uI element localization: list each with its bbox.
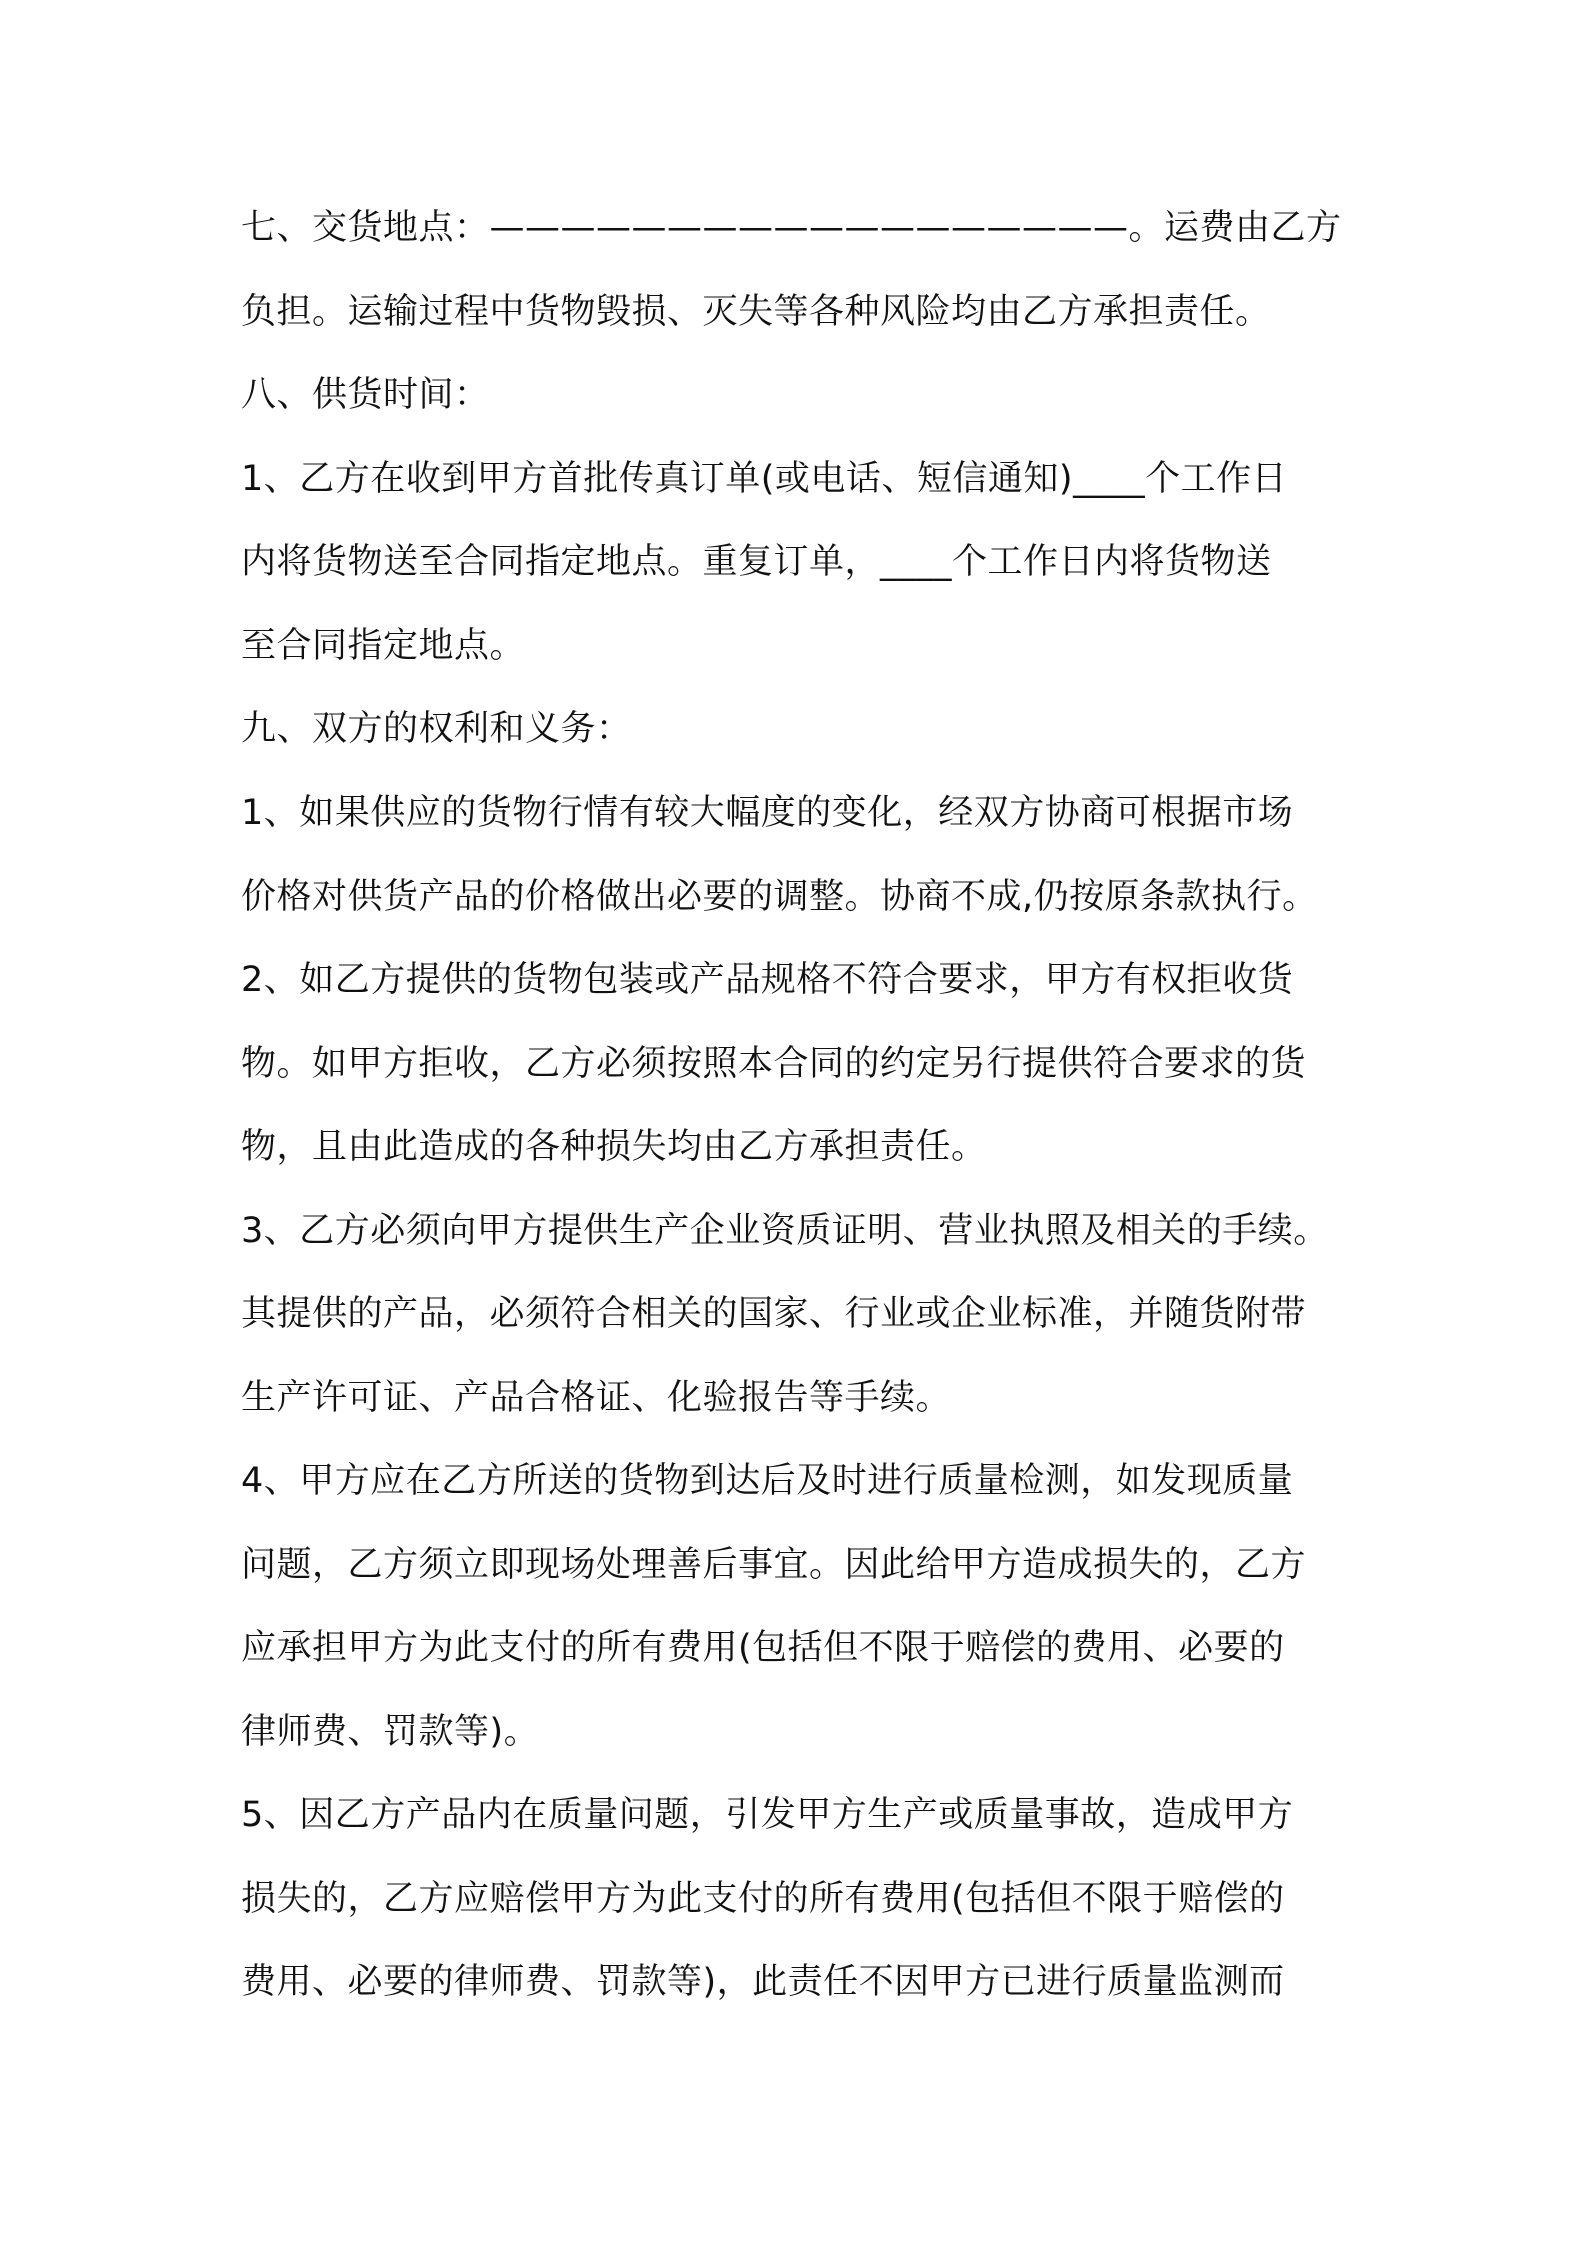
clause-9-5-line-1: 5、因乙方产品内在质量问题，引发甲方生产或质量事故，造成甲方 <box>241 1795 1294 1835</box>
clause-9-2-line-2: 物。如甲方拒收，乙方必须按照本合同的约定另行提供符合要求的货 <box>241 1044 1307 1084</box>
clause-9-3-line-1: 3、乙方必须向甲方提供生产企业资质证明、营业执照及相关的手续。 <box>241 1211 1329 1251</box>
clause-9-5-line-3: 费用、必要的律师费、罚款等)，此责任不因甲方已进行质量监测而 <box>241 1962 1285 2002</box>
clause-9-2-line-3: 物，且由此造成的各种损失均由乙方承担责任。 <box>241 1127 987 1167</box>
clause-9-4-line-4: 律师费、罚款等)。 <box>241 1712 540 1752</box>
clause-8-1-line-1: 1、乙方在收到甲方首批传真订单(或电话、短信通知)____个工作日 <box>241 459 1288 499</box>
clause-9-3-line-3: 生产许可证、产品合格证、化验报告等手续。 <box>241 1378 952 1418</box>
clause-9-4-line-2: 问题，乙方须立即现场处理善后事宜。因此给甲方造成损失的，乙方 <box>241 1545 1307 1585</box>
clause-9-5-line-2: 损失的，乙方应赔偿甲方为此支付的所有费用(包括但不限于赔偿的 <box>241 1879 1285 1919</box>
clause-7-line-1: 七、交货地点：——————————————————。运费由乙方 <box>241 208 1342 248</box>
clause-8-1-line-3: 至合同指定地点。 <box>241 626 526 666</box>
section-8-heading: 八、供货时间： <box>241 375 490 415</box>
clause-9-4-line-1: 4、甲方应在乙方所送的货物到达后及时进行质量检测，如发现质量 <box>241 1461 1294 1501</box>
clause-9-1-line-2: 价格对供货产品的价格做出必要的调整。协商不成,仍按原条款执行。 <box>241 877 1318 917</box>
clause-9-1-line-1: 1、如果供应的货物行情有较大幅度的变化，经双方协商可根据市场 <box>241 793 1294 833</box>
clause-7-line-2: 负担。运输过程中货物毁损、灭失等各种风险均由乙方承担责任。 <box>241 292 1271 332</box>
clause-9-3-line-2: 其提供的产品，必须符合相关的国家、行业或企业标准，并随货附带 <box>241 1294 1307 1334</box>
clause-8-1-line-2: 内将货物送至合同指定地点。重复订单，____个工作日内将货物送 <box>241 542 1272 582</box>
clause-9-4-line-3: 应承担甲方为此支付的所有费用(包括但不限于赔偿的费用、必要的 <box>241 1628 1285 1668</box>
clause-9-2-line-1: 2、如乙方提供的货物包装或产品规格不符合要求，甲方有权拒收货 <box>241 960 1294 1000</box>
section-9-heading: 九、双方的权利和义务： <box>241 709 632 749</box>
